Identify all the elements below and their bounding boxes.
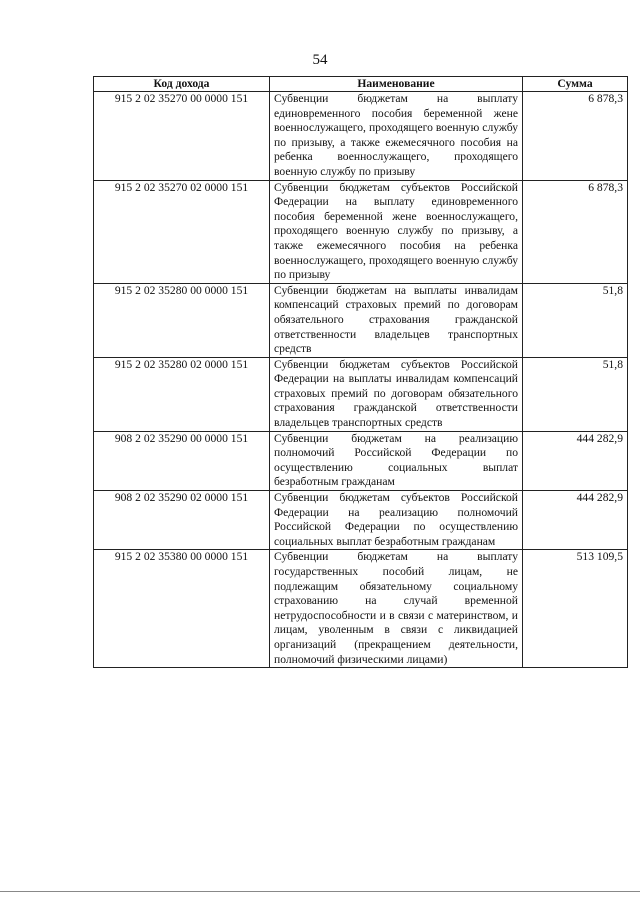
column-header-name: Наименование	[270, 77, 523, 92]
revenue-name-cell: Субвенции бюджетам на реализацию полномочий Российской Федерации по осуществлению социальных выплат безработным гражданам	[270, 431, 523, 490]
revenue-sum-cell: 51,8	[523, 357, 628, 431]
revenue-table	[93, 76, 628, 668]
revenue-name-cell: Субвенции бюджетам субъектов Российской Федерации на выплаты инвалидам компенсаций страховых премий по договорам обязательного страхования гражданской ответственности владельцев транспортных средств	[270, 357, 523, 431]
revenue-code-cell: 908 2 02 35290 00 0000 151	[94, 431, 270, 490]
table-row	[94, 357, 628, 431]
revenue-code-cell: 915 2 02 35280 00 0000 151	[94, 283, 270, 357]
column-header-code: Код дохода	[94, 77, 270, 92]
table-row	[94, 431, 628, 490]
table-header-row	[94, 77, 628, 92]
revenue-name-cell: Субвенции бюджетам субъектов Российской Федерации на реализацию полномочий Российской Федерации по осуществлению социальных выплат безработным гражданам	[270, 491, 523, 550]
revenue-sum-cell: 6 878,3	[523, 180, 628, 283]
revenue-name-cell: Субвенции бюджетам на выплату единовременного пособия беременной жене военнослужащего, проходящего военную службу по призыву, а также ежемесячного пособия на ребенка военнослужащего, проходящего военную службу по призыву	[270, 92, 523, 181]
revenue-code-cell: 915 2 02 35280 02 0000 151	[94, 357, 270, 431]
table-row	[94, 491, 628, 550]
table-row	[94, 180, 628, 283]
revenue-sum-cell: 6 878,3	[523, 92, 628, 181]
revenue-sum-cell: 51,8	[523, 283, 628, 357]
revenue-sum-cell: 513 109,5	[523, 550, 628, 668]
revenue-code-cell: 915 2 02 35270 02 0000 151	[94, 180, 270, 283]
page-bottom-rule	[0, 891, 640, 892]
page-number: 54	[312, 52, 328, 68]
revenue-sum-cell: 444 282,9	[523, 431, 628, 490]
column-header-sum: Сумма	[523, 77, 628, 92]
revenue-sum-cell: 444 282,9	[523, 491, 628, 550]
revenue-code-cell: 915 2 02 35270 00 0000 151	[94, 92, 270, 181]
revenue-name-cell: Субвенции бюджетам на выплату государственных пособий лицам, не подлежащим обязательному социальному страхованию на случай временной нетрудоспособности и в связи с материнством, и лицам, уволенным в связи с ликвидацией организаций (прекращением деятельности, полномочий физическими лицами)	[270, 550, 523, 668]
revenue-name-cell: Субвенции бюджетам на выплаты инвалидам компенсаций страховых премий по договорам обязательного страхования гражданской ответственности владельцев транспортных средств	[270, 283, 523, 357]
revenue-name-cell: Субвенции бюджетам субъектов Российской Федерации на выплату единовременного пособия беременной жене военнослужащего, проходящего военную службу по призыву, а также ежемесячного пособия на ребенка военнослужащего, проходящего военную службу по призыву	[270, 180, 523, 283]
revenue-code-cell: 915 2 02 35380 00 0000 151	[94, 550, 270, 668]
table-row	[94, 550, 628, 668]
revenue-code-cell: 908 2 02 35290 02 0000 151	[94, 491, 270, 550]
table-row	[94, 283, 628, 357]
table-row	[94, 92, 628, 181]
